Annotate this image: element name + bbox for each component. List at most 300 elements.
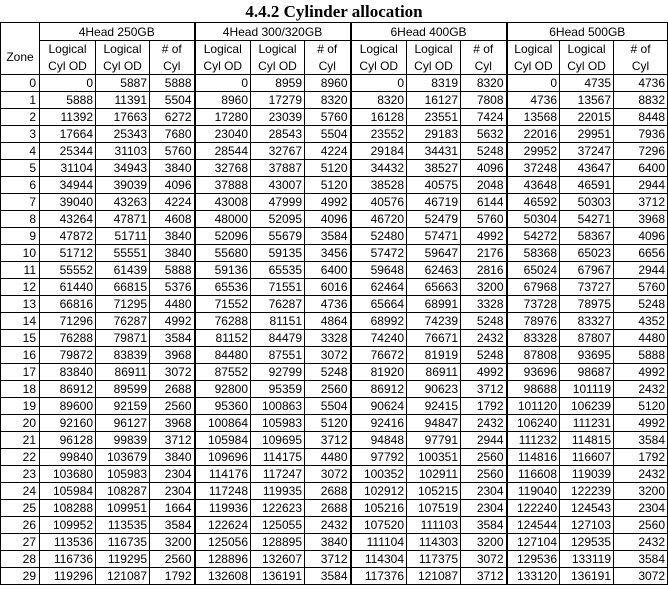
table-cell: 2816 bbox=[461, 262, 507, 279]
table-row bbox=[1, 347, 668, 364]
logical-end-header: Logical bbox=[560, 41, 614, 58]
table-cell: 68991 bbox=[407, 296, 461, 313]
table-cell: 0 bbox=[195, 75, 251, 92]
table-cell: 92159 bbox=[96, 398, 150, 415]
table-cell: 52095 bbox=[251, 211, 305, 228]
table-cell: 4096 bbox=[614, 228, 668, 245]
zone-cell: 8 bbox=[1, 211, 40, 228]
table-cell: 129536 bbox=[507, 551, 560, 568]
table-cell: 59648 bbox=[351, 262, 407, 279]
table-cell: 52480 bbox=[351, 228, 407, 245]
table-cell: 5632 bbox=[461, 126, 507, 143]
table-cell: 46719 bbox=[407, 194, 461, 211]
table-cell: 3072 bbox=[614, 568, 668, 585]
logical-end-header: Logical bbox=[96, 41, 150, 58]
zone-cell: 15 bbox=[1, 330, 40, 347]
table-cell: 66816 bbox=[40, 296, 96, 313]
table-cell: 3200 bbox=[150, 534, 195, 551]
table-cell: 3456 bbox=[305, 245, 351, 262]
table-cell: 2432 bbox=[461, 330, 507, 347]
table-cell: 105983 bbox=[96, 466, 150, 483]
table-row bbox=[1, 160, 668, 177]
table-cell: 116736 bbox=[40, 551, 96, 568]
table-cell: 122239 bbox=[560, 483, 614, 500]
table-cell: 111104 bbox=[351, 534, 407, 551]
cyl-count-header: # of bbox=[150, 41, 195, 58]
table-cell: 92799 bbox=[251, 364, 305, 381]
table-cell: 65664 bbox=[351, 296, 407, 313]
table-cell: 66815 bbox=[96, 279, 150, 296]
table-cell: 3584 bbox=[305, 228, 351, 245]
table-cell: 5888 bbox=[40, 92, 96, 109]
table-cell: 4736 bbox=[507, 92, 560, 109]
table-cell: 23551 bbox=[407, 109, 461, 126]
logical-start-header: Logical bbox=[351, 41, 407, 58]
table-row bbox=[1, 296, 668, 313]
table-cell: 79871 bbox=[96, 330, 150, 347]
table-cell: 100352 bbox=[351, 466, 407, 483]
table-cell: 43008 bbox=[195, 194, 251, 211]
table-cell: 92160 bbox=[40, 415, 96, 432]
table-cell: 29951 bbox=[560, 126, 614, 143]
cyl-count-unit-header: Cyl bbox=[150, 58, 195, 75]
table-cell: 5760 bbox=[461, 211, 507, 228]
table-cell: 48000 bbox=[195, 211, 251, 228]
table-cell: 3328 bbox=[305, 330, 351, 347]
table-cell: 3584 bbox=[305, 568, 351, 585]
table-cell: 92800 bbox=[195, 381, 251, 398]
table-cell: 5760 bbox=[150, 143, 195, 160]
table-cell: 71551 bbox=[251, 279, 305, 296]
table-row bbox=[1, 75, 668, 92]
table-cell: 6656 bbox=[614, 245, 668, 262]
table-cell: 99839 bbox=[96, 432, 150, 449]
table-cell: 2560 bbox=[461, 466, 507, 483]
table-cell: 40576 bbox=[351, 194, 407, 211]
table-cell: 5888 bbox=[150, 262, 195, 279]
table-cell: 2304 bbox=[461, 500, 507, 517]
table-cell: 5120 bbox=[305, 177, 351, 194]
table-cell: 74239 bbox=[407, 313, 461, 330]
zone-cell: 24 bbox=[1, 483, 40, 500]
table-cell: 76287 bbox=[251, 296, 305, 313]
table-cell: 43648 bbox=[507, 177, 560, 194]
cyl-count-header: # of bbox=[461, 41, 507, 58]
table-cell: 5376 bbox=[150, 279, 195, 296]
table-cell: 4992 bbox=[150, 313, 195, 330]
table-cell: 4480 bbox=[614, 330, 668, 347]
table-cell: 93696 bbox=[507, 364, 560, 381]
table-cell: 7680 bbox=[150, 126, 195, 143]
table-cell: 3712 bbox=[461, 568, 507, 585]
table-cell: 1792 bbox=[614, 449, 668, 466]
table-cell: 117247 bbox=[251, 466, 305, 483]
table-cell: 96127 bbox=[96, 415, 150, 432]
table-cell: 105984 bbox=[40, 483, 96, 500]
table-cell: 25343 bbox=[96, 126, 150, 143]
zone-header-spacer bbox=[1, 23, 40, 41]
table-cell: 3584 bbox=[461, 517, 507, 534]
table-cell: 38527 bbox=[407, 160, 461, 177]
table-row bbox=[1, 432, 668, 449]
cyl-count-header: # of bbox=[305, 41, 351, 58]
table-cell: 122240 bbox=[507, 500, 560, 517]
table-cell: 47871 bbox=[96, 211, 150, 228]
table-cell: 132607 bbox=[251, 551, 305, 568]
table-cell: 5760 bbox=[305, 109, 351, 126]
table-cell: 37247 bbox=[560, 143, 614, 160]
table-cell: 46720 bbox=[351, 211, 407, 228]
zone-cell: 16 bbox=[1, 347, 40, 364]
table-cell: 5120 bbox=[305, 415, 351, 432]
table-cell: 51711 bbox=[96, 228, 150, 245]
table-cell: 83839 bbox=[96, 347, 150, 364]
table-cell: 117248 bbox=[195, 483, 251, 500]
table-cell: 2560 bbox=[150, 398, 195, 415]
table-cell: 50304 bbox=[507, 211, 560, 228]
table-cell: 83327 bbox=[560, 313, 614, 330]
table-cell: 81919 bbox=[407, 347, 461, 364]
table-cell: 5504 bbox=[150, 92, 195, 109]
table-cell: 47999 bbox=[251, 194, 305, 211]
table-cell: 65024 bbox=[507, 262, 560, 279]
table-cell: 17280 bbox=[195, 109, 251, 126]
table-cell: 40575 bbox=[407, 177, 461, 194]
table-cell: 122624 bbox=[195, 517, 251, 534]
table-cell: 4480 bbox=[150, 296, 195, 313]
logical-end-unit-header: Cyl OD bbox=[560, 58, 614, 75]
table-cell: 87552 bbox=[195, 364, 251, 381]
table-cell: 17663 bbox=[96, 109, 150, 126]
table-cell: 23552 bbox=[351, 126, 407, 143]
table-cell: 127103 bbox=[560, 517, 614, 534]
table-cell: 3840 bbox=[305, 534, 351, 551]
zone-cell: 17 bbox=[1, 364, 40, 381]
table-cell: 2048 bbox=[461, 177, 507, 194]
table-cell: 86912 bbox=[40, 381, 96, 398]
zone-cell: 19 bbox=[1, 398, 40, 415]
table-cell: 136191 bbox=[251, 568, 305, 585]
table-cell: 32767 bbox=[251, 143, 305, 160]
table-cell: 86911 bbox=[407, 364, 461, 381]
cyl-count-header: # of bbox=[614, 41, 668, 58]
table-cell: 58367 bbox=[560, 228, 614, 245]
table-cell: 4735 bbox=[560, 75, 614, 92]
table-cell: 114175 bbox=[251, 449, 305, 466]
table-cell: 5248 bbox=[461, 143, 507, 160]
table-cell: 76672 bbox=[351, 347, 407, 364]
table-cell: 50303 bbox=[560, 194, 614, 211]
table-cell: 3584 bbox=[150, 517, 195, 534]
table-row bbox=[1, 330, 668, 347]
table-row bbox=[1, 194, 668, 211]
table-cell: 6272 bbox=[150, 109, 195, 126]
table-cell: 65536 bbox=[195, 279, 251, 296]
table-cell: 4992 bbox=[461, 228, 507, 245]
table-cell: 76287 bbox=[96, 313, 150, 330]
table-cell: 5120 bbox=[614, 398, 668, 415]
table-cell: 105984 bbox=[195, 432, 251, 449]
table-cell: 43263 bbox=[96, 194, 150, 211]
zone-cell: 18 bbox=[1, 381, 40, 398]
table-cell: 31104 bbox=[40, 160, 96, 177]
zone-cell: 2 bbox=[1, 109, 40, 126]
table-cell: 111103 bbox=[407, 517, 461, 534]
zone-cell: 28 bbox=[1, 551, 40, 568]
table-cell: 114816 bbox=[507, 449, 560, 466]
table-cell: 95359 bbox=[251, 381, 305, 398]
logical-start-unit-header: Cyl OD bbox=[195, 58, 251, 75]
table-cell: 76288 bbox=[40, 330, 96, 347]
table-cell: 31103 bbox=[96, 143, 150, 160]
table-cell: 95360 bbox=[195, 398, 251, 415]
zone-cell: 5 bbox=[1, 160, 40, 177]
table-cell: 125055 bbox=[251, 517, 305, 534]
table-cell: 111232 bbox=[507, 432, 560, 449]
table-cell: 107519 bbox=[407, 500, 461, 517]
table-cell: 59136 bbox=[195, 262, 251, 279]
table-cell: 61439 bbox=[96, 262, 150, 279]
table-cell: 116607 bbox=[560, 449, 614, 466]
table-cell: 83840 bbox=[40, 364, 96, 381]
table-cell: 81151 bbox=[251, 313, 305, 330]
table-cell: 29952 bbox=[507, 143, 560, 160]
table-row bbox=[1, 534, 668, 551]
table-cell: 65663 bbox=[407, 279, 461, 296]
table-cell: 73728 bbox=[507, 296, 560, 313]
table-cell: 100864 bbox=[195, 415, 251, 432]
table-cell: 108288 bbox=[40, 500, 96, 517]
group-header-6head-500gb: 6Head 500GB bbox=[507, 23, 668, 41]
table-cell: 109951 bbox=[96, 500, 150, 517]
logical-start-unit-header: Cyl OD bbox=[351, 58, 407, 75]
table-cell: 13568 bbox=[507, 109, 560, 126]
table-cell: 3328 bbox=[461, 296, 507, 313]
table-cell: 76288 bbox=[195, 313, 251, 330]
table-cell: 2432 bbox=[614, 381, 668, 398]
zone-cell: 22 bbox=[1, 449, 40, 466]
table-cell: 117375 bbox=[407, 551, 461, 568]
table-row bbox=[1, 279, 668, 296]
table-row bbox=[1, 364, 668, 381]
table-cell: 5888 bbox=[614, 347, 668, 364]
table-cell: 3840 bbox=[150, 449, 195, 466]
table-cell: 38528 bbox=[351, 177, 407, 194]
table-cell: 3200 bbox=[461, 279, 507, 296]
table-row bbox=[1, 143, 668, 160]
table-cell: 2304 bbox=[150, 483, 195, 500]
zone-cell: 11 bbox=[1, 262, 40, 279]
table-cell: 86911 bbox=[96, 364, 150, 381]
table-row bbox=[1, 211, 668, 228]
table-cell: 8960 bbox=[305, 75, 351, 92]
table-cell: 43007 bbox=[251, 177, 305, 194]
table-cell: 3584 bbox=[614, 551, 668, 568]
table-cell: 2560 bbox=[150, 551, 195, 568]
table-cell: 97791 bbox=[407, 432, 461, 449]
table-cell: 101119 bbox=[560, 381, 614, 398]
logical-start-unit-header: Cyl OD bbox=[40, 58, 96, 75]
zone-column-header: Zone bbox=[1, 41, 40, 75]
table-cell: 4096 bbox=[461, 160, 507, 177]
table-cell: 67967 bbox=[560, 262, 614, 279]
table-cell: 71552 bbox=[195, 296, 251, 313]
table-cell: 4224 bbox=[150, 194, 195, 211]
cyl-count-unit-header: Cyl bbox=[305, 58, 351, 75]
table-cell: 59135 bbox=[251, 245, 305, 262]
table-cell: 2688 bbox=[150, 381, 195, 398]
table-row bbox=[1, 177, 668, 194]
table-cell: 3712 bbox=[461, 381, 507, 398]
table-cell: 5248 bbox=[461, 313, 507, 330]
table-cell: 84480 bbox=[195, 347, 251, 364]
table-cell: 90623 bbox=[407, 381, 461, 398]
table-cell: 127104 bbox=[507, 534, 560, 551]
table-cell: 103680 bbox=[40, 466, 96, 483]
table-cell: 16128 bbox=[351, 109, 407, 126]
table-cell: 109695 bbox=[251, 432, 305, 449]
table-cell: 5248 bbox=[461, 347, 507, 364]
table-cell: 2432 bbox=[305, 517, 351, 534]
table-cell: 114303 bbox=[407, 534, 461, 551]
table-cell: 3072 bbox=[305, 347, 351, 364]
table-cell: 2688 bbox=[305, 500, 351, 517]
table-cell: 84479 bbox=[251, 330, 305, 347]
logical-end-unit-header: Cyl OD bbox=[407, 58, 461, 75]
table-cell: 92416 bbox=[351, 415, 407, 432]
table-cell: 5887 bbox=[96, 75, 150, 92]
table-cell: 2304 bbox=[614, 500, 668, 517]
table-row bbox=[1, 313, 668, 330]
logical-end-unit-header: Cyl OD bbox=[96, 58, 150, 75]
table-cell: 2688 bbox=[305, 483, 351, 500]
table-cell: 0 bbox=[351, 75, 407, 92]
table-cell: 57471 bbox=[407, 228, 461, 245]
table-cell: 90624 bbox=[351, 398, 407, 415]
group-header-4head-250gb: 4Head 250GB bbox=[40, 23, 195, 41]
table-cell: 2176 bbox=[461, 245, 507, 262]
table-cell: 29183 bbox=[407, 126, 461, 143]
table-row bbox=[1, 500, 668, 517]
table-cell: 2304 bbox=[150, 466, 195, 483]
table-cell: 133119 bbox=[560, 551, 614, 568]
table-cell: 113535 bbox=[96, 517, 150, 534]
table-cell: 119936 bbox=[195, 500, 251, 517]
table-row bbox=[1, 449, 668, 466]
table-cell: 136191 bbox=[560, 568, 614, 585]
zone-cell: 10 bbox=[1, 245, 40, 262]
table-cell: 4992 bbox=[461, 364, 507, 381]
table-cell: 4992 bbox=[305, 194, 351, 211]
table-cell: 29184 bbox=[351, 143, 407, 160]
table-cell: 111231 bbox=[560, 415, 614, 432]
table-cell: 79872 bbox=[40, 347, 96, 364]
table-cell: 6016 bbox=[305, 279, 351, 296]
table-cell: 93695 bbox=[560, 347, 614, 364]
table-cell: 4224 bbox=[305, 143, 351, 160]
table-cell: 3712 bbox=[150, 432, 195, 449]
table-cell: 37888 bbox=[195, 177, 251, 194]
table-cell: 34943 bbox=[96, 160, 150, 177]
table-cell: 2944 bbox=[614, 177, 668, 194]
table-cell: 4096 bbox=[305, 211, 351, 228]
table-cell: 37248 bbox=[507, 160, 560, 177]
zone-cell: 7 bbox=[1, 194, 40, 211]
table-cell: 8320 bbox=[351, 92, 407, 109]
table-cell: 2944 bbox=[614, 262, 668, 279]
table-cell: 43647 bbox=[560, 160, 614, 177]
table-cell: 5760 bbox=[614, 279, 668, 296]
zone-cell: 6 bbox=[1, 177, 40, 194]
table-cell: 4992 bbox=[614, 364, 668, 381]
table-cell: 101120 bbox=[507, 398, 560, 415]
table-cell: 2432 bbox=[461, 415, 507, 432]
table-cell: 3840 bbox=[150, 228, 195, 245]
table-cell: 34944 bbox=[40, 177, 96, 194]
table-cell: 5888 bbox=[150, 75, 195, 92]
table-row bbox=[1, 466, 668, 483]
table-cell: 55552 bbox=[40, 262, 96, 279]
table-cell: 117376 bbox=[351, 568, 407, 585]
table-row bbox=[1, 381, 668, 398]
table-cell: 6144 bbox=[461, 194, 507, 211]
table-cell: 6400 bbox=[305, 262, 351, 279]
table-cell: 74240 bbox=[351, 330, 407, 347]
table-cell: 3584 bbox=[150, 330, 195, 347]
table-cell: 2432 bbox=[614, 466, 668, 483]
table-cell: 32768 bbox=[195, 160, 251, 177]
table-cell: 96128 bbox=[40, 432, 96, 449]
group-header-6head-400gb: 6Head 400GB bbox=[351, 23, 507, 41]
table-cell: 128896 bbox=[195, 551, 251, 568]
zone-cell: 4 bbox=[1, 143, 40, 160]
table-cell: 3200 bbox=[461, 534, 507, 551]
table-cell: 76671 bbox=[407, 330, 461, 347]
table-cell: 3712 bbox=[305, 432, 351, 449]
table-row bbox=[1, 245, 668, 262]
table-cell: 100863 bbox=[251, 398, 305, 415]
table-cell: 37887 bbox=[251, 160, 305, 177]
table-cell: 124544 bbox=[507, 517, 560, 534]
table-cell: 3840 bbox=[150, 245, 195, 262]
table-row bbox=[1, 398, 668, 415]
zone-cell: 0 bbox=[1, 75, 40, 92]
table-cell: 3584 bbox=[614, 432, 668, 449]
table-cell: 87808 bbox=[507, 347, 560, 364]
table-cell: 119040 bbox=[507, 483, 560, 500]
zone-cell: 29 bbox=[1, 568, 40, 585]
table-cell: 83328 bbox=[507, 330, 560, 347]
logical-end-header: Logical bbox=[407, 41, 461, 58]
table-cell: 119039 bbox=[560, 466, 614, 483]
table-cell: 121087 bbox=[96, 568, 150, 585]
table-cell: 28543 bbox=[251, 126, 305, 143]
group-header-4head-300-320gb: 4Head 300/320GB bbox=[195, 23, 351, 41]
table-cell: 1792 bbox=[150, 568, 195, 585]
table-cell: 8448 bbox=[614, 109, 668, 126]
table-cell: 109696 bbox=[195, 449, 251, 466]
table-cell: 68992 bbox=[351, 313, 407, 330]
table-cell: 1792 bbox=[461, 398, 507, 415]
table-cell: 116735 bbox=[96, 534, 150, 551]
table-cell: 3968 bbox=[614, 211, 668, 228]
table-cell: 46591 bbox=[560, 177, 614, 194]
table-cell: 43264 bbox=[40, 211, 96, 228]
table-row bbox=[1, 109, 668, 126]
table-cell: 133120 bbox=[507, 568, 560, 585]
table-cell: 105983 bbox=[251, 415, 305, 432]
zone-cell: 9 bbox=[1, 228, 40, 245]
